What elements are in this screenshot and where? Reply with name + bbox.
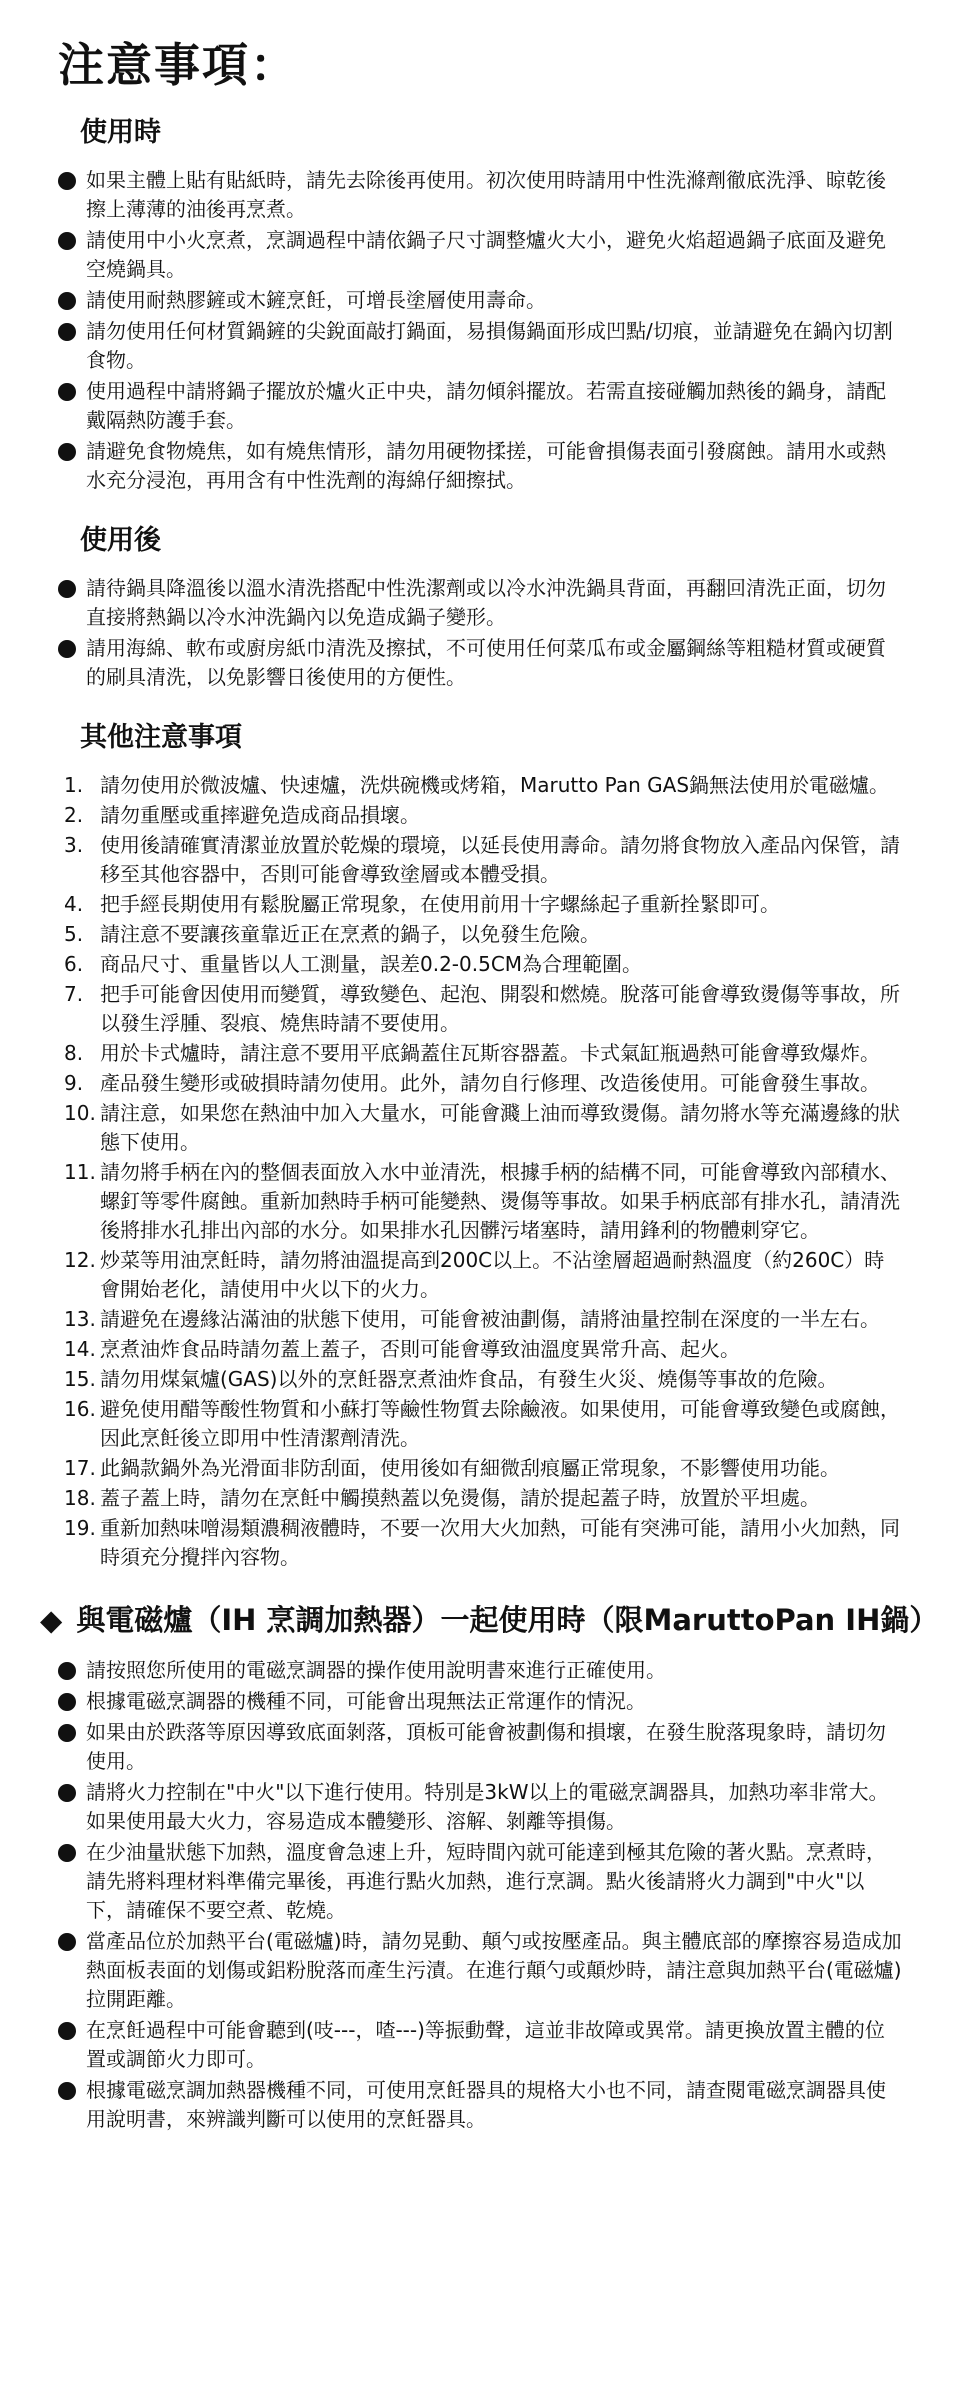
numbered-item-text: 重新加熱味噌湯類濃稠液體時，不要一次用大火加熱，可能有突沸可能，請用小火加熱，同時須充分攪拌內容物。 [100, 1516, 900, 1570]
bullet-dot-icon [58, 2082, 76, 2100]
other-notes-list [58, 771, 902, 1572]
numbered-item [58, 1484, 902, 1513]
list-item-text: 請使用中小火烹煮，烹調過程中請依鍋子尺寸調整爐火大小，避免火焰超過鍋子底面及避免空燒鍋具。 [86, 228, 886, 282]
list-item-text: 根據電磁烹調器的機種不同，可能會出現無法正常運作的情況。 [86, 1689, 646, 1714]
during-use-list [58, 166, 902, 495]
numbered-item [58, 890, 902, 919]
list-item-text: 請避免食物燒焦，如有燒焦情形，請勿用硬物揉搓，可能會損傷表面引發腐蝕。請用水或熱水充分浸泡，再用含有中性洗劑的海綿仔細擦拭。 [86, 439, 886, 493]
numbered-item-text: 避免使用醋等酸性物質和小蘇打等鹼性物質去除鹼液。如果使用，可能會導致變色或腐蝕，因此烹飪後立即用中性清潔劑清洗。 [100, 1397, 900, 1451]
numbered-item [58, 1039, 902, 1068]
list-item [58, 1718, 902, 1776]
numbered-item-text: 請勿將手柄在內的整個表面放入水中並清洗，根據手柄的結構不同，可能會導致內部積水、螺釘等零件腐蝕。重新加熱時手柄可能變熱、燙傷等事故。如果手柄底部有排水孔，請清洗後將排水孔排出內部的水分。如果排水孔因髒污堵塞時，請用鋒利的物體刺穿它。 [100, 1160, 900, 1243]
list-item [58, 2076, 902, 2134]
list-item [58, 286, 902, 315]
bullet-dot-icon [58, 323, 76, 341]
list-item-text: 請用海綿、軟布或廚房紙巾清洗及擦拭，不可使用任何菜瓜布或金屬鋼絲等粗糙材質或硬質的刷具清洗，以免影響日後使用的方便性。 [86, 636, 886, 690]
bullet-dot-icon [58, 292, 76, 310]
bullet-dot-icon [58, 1662, 76, 1680]
item-number: 17. [64, 1456, 96, 1481]
list-item-text: 請勿使用任何材質鍋鏟的尖銳面敲打鍋面，易損傷鍋面形成凹點/切痕，並請避免在鍋內切割食物。 [86, 319, 893, 373]
after-use-list [58, 574, 902, 692]
list-item [58, 1778, 902, 1836]
list-item-text: 根據電磁烹調加熱器機種不同，可使用烹飪器具的規格大小也不同，請查閱電磁烹調器具使用說明書，來辨識判斷可以使用的烹飪器具。 [86, 2078, 886, 2132]
numbered-item-text: 把手可能會因使用而變質，導致變色、起泡、開裂和燃燒。脫落可能會導致燙傷等事故，所以發生浮腫、裂痕、燒焦時請不要使用。 [100, 982, 900, 1036]
numbered-item [58, 950, 902, 979]
numbered-item [58, 771, 902, 800]
numbered-item-text: 產品發生變形或破損時請勿使用。此外，請勿自行修理、改造後使用。可能會發生事故。 [100, 1071, 880, 1096]
numbered-item-text: 請勿用煤氣爐(GAS)以外的烹飪器烹煮油炸食品，有發生火災、燒傷等事故的危險。 [100, 1367, 838, 1392]
numbered-item [58, 980, 902, 1038]
list-item-text: 請待鍋具降溫後以溫水清洗搭配中性洗潔劑或以冷水沖洗鍋具背面，再翻回清洗正面，切勿直接將熱鍋以冷水沖洗鍋內以免造成鍋子變形。 [86, 576, 886, 630]
numbered-item [58, 1099, 902, 1157]
list-item-text: 使用過程中請將鍋子擺放於爐火正中央，請勿傾斜擺放。若需直接碰觸加熱後的鍋身，請配戴隔熱防護手套。 [86, 379, 886, 433]
numbered-item-text: 烹煮油炸食品時請勿蓋上蓋子，否則可能會導致油溫度異常升高、起火。 [100, 1337, 740, 1362]
bullet-dot-icon [58, 1784, 76, 1802]
item-number: 9. [64, 1071, 84, 1096]
numbered-item [58, 1395, 902, 1453]
numbered-item-text: 此鍋款鍋外為光滑面非防刮面，使用後如有細微刮痕屬正常現象，不影響使用功能。 [100, 1456, 840, 1481]
list-item [58, 166, 902, 224]
item-number: 5. [64, 922, 84, 947]
numbered-item-text: 請勿使用於微波爐、快速爐，洗烘碗機或烤箱，Marutto Pan GAS鍋無法使用於電磁爐。 [100, 773, 890, 798]
list-item [58, 634, 902, 692]
item-number: 14. [64, 1337, 96, 1362]
bullet-dot-icon [58, 383, 76, 401]
bullet-dot-icon [58, 2022, 76, 2040]
item-number: 12. [64, 1248, 96, 1273]
numbered-item [58, 801, 902, 830]
numbered-item-text: 請避免在邊緣沾滿油的狀態下使用，可能會被油劃傷，請將油量控制在深度的一半左右。 [100, 1307, 880, 1332]
item-number: 6. [64, 952, 84, 977]
numbered-item-text: 使用後請確實清潔並放置於乾燥的環境，以延長使用壽命。請勿將食物放入產品內保管，請移至其他容器中，否則可能會導致塗層或本體受損。 [100, 833, 900, 887]
item-number: 8. [64, 1041, 84, 1066]
item-number: 3. [64, 833, 84, 858]
list-item [58, 377, 902, 435]
item-number: 1. [64, 773, 84, 798]
bullet-dot-icon [58, 640, 76, 658]
ih-notes-list [58, 1656, 902, 2134]
diamond-icon: ◆ [40, 1603, 63, 1638]
list-item-text: 在烹飪過程中可能會聽到(吱---，喳---)等振動聲，這並非故障或異常。請更換放置主體的位置或調節火力即可。 [86, 2018, 885, 2072]
bullet-dot-icon [58, 232, 76, 250]
list-item-text: 在少油量狀態下加熱，溫度會急速上升，短時間內就可能達到極其危險的著火點。烹煮時，請先將料理材料準備完畢後，再進行點火加熱，進行烹調。點火後請將火力調到"中火"以下，請確保不要空煮、乾燒。 [86, 1840, 886, 1923]
list-item [58, 317, 902, 375]
numbered-item [58, 1514, 902, 1572]
numbered-item [58, 1305, 902, 1334]
numbered-item [58, 1335, 902, 1364]
numbered-item-text: 請注意不要讓孩童靠近正在烹煮的鍋子，以免發生危險。 [100, 922, 600, 947]
numbered-item [58, 920, 902, 949]
item-number: 7. [64, 982, 84, 1007]
item-number: 13. [64, 1307, 96, 1332]
item-number: 15. [64, 1367, 96, 1392]
section-heading-other-notes: 其他注意事項 [80, 722, 242, 754]
list-item-text: 請將火力控制在"中火"以下進行使用。特別是3kW以上的電磁烹調器具，加熱功率非常大。如果使用最大火力，容易造成本體變形、溶解、剝離等損傷。 [86, 1780, 889, 1834]
bullet-dot-icon [58, 1933, 76, 1951]
page-title: 注意事項： [58, 38, 298, 92]
numbered-item-text: 蓋子蓋上時，請勿在烹飪中觸摸熱蓋以免燙傷，請於提起蓋子時，放置於平坦處。 [100, 1486, 820, 1511]
list-item-text: 如果主體上貼有貼紙時，請先去除後再使用。初次使用時請用中性洗滌劑徹底洗淨、晾乾後擦上薄薄的油後再烹煮。 [86, 168, 886, 222]
section-heading-ih [40, 1602, 939, 1640]
list-item [58, 2016, 902, 2074]
list-item [58, 437, 902, 495]
item-number: 2. [64, 803, 84, 828]
item-number: 18. [64, 1486, 96, 1511]
bullet-dot-icon [58, 1724, 76, 1742]
list-item-text: 當產品位於加熱平台(電磁爐)時，請勿晃動、顛勺或按壓產品。與主體底部的摩擦容易造成加熱面板表面的划傷或鋁粉脫落而產生污漬。在進行顛勺或顛炒時，請注意與加熱平台(電磁爐)拉開距離。 [86, 1929, 902, 2012]
numbered-item [58, 831, 902, 889]
numbered-item [58, 1246, 902, 1304]
list-item [58, 226, 902, 284]
section-heading-during-use: 使用時 [80, 117, 161, 149]
ih-heading-text: 與電磁爐（IH 烹調加熱器）一起使用時（限MaruttoPan IH鍋） [76, 1603, 939, 1638]
numbered-item [58, 1454, 902, 1483]
item-number: 19. [64, 1516, 96, 1541]
numbered-item-text: 炒菜等用油烹飪時，請勿將油溫提高到200C以上。不沾塗層超過耐熱溫度（約260C）時會開始老化，請使用中火以下的火力。 [100, 1248, 885, 1302]
list-item-text: 如果由於跌落等原因導致底面剝落，頂板可能會被劃傷和損壞，在發生脫落現象時，請切勿使用。 [86, 1720, 886, 1774]
list-item-text: 請使用耐熱膠鏟或木鏟烹飪，可增長塗層使用壽命。 [86, 288, 546, 313]
item-number: 10. [64, 1101, 96, 1126]
bullet-dot-icon [58, 443, 76, 461]
numbered-item-text: 用於卡式爐時，請注意不要用平底鍋蓋住瓦斯容器蓋。卡式氣缸瓶過熱可能會導致爆炸。 [100, 1041, 880, 1066]
bullet-dot-icon [58, 172, 76, 190]
numbered-item [58, 1069, 902, 1098]
list-item [58, 1687, 902, 1716]
numbered-item-text: 商品尺寸、重量皆以人工測量，誤差0.2-0.5CM為合理範圍。 [100, 952, 643, 977]
section-heading-after-use: 使用後 [80, 525, 161, 557]
list-item [58, 1927, 902, 2014]
item-number: 16. [64, 1397, 96, 1422]
item-number: 4. [64, 892, 84, 917]
bullet-dot-icon [58, 580, 76, 598]
numbered-item-text: 請勿重壓或重摔避免造成商品損壞。 [100, 803, 420, 828]
list-item [58, 1656, 902, 1685]
bullet-dot-icon [58, 1693, 76, 1711]
bullet-dot-icon [58, 1844, 76, 1862]
numbered-item [58, 1158, 902, 1245]
numbered-item [58, 1365, 902, 1394]
numbered-item-text: 請注意，如果您在熱油中加入大量水，可能會濺上油而導致燙傷。請勿將水等充滿邊緣的狀態下使用。 [100, 1101, 900, 1155]
numbered-item-text: 把手經長期使用有鬆脫屬正常現象，在使用前用十字螺絲起子重新拴緊即可。 [100, 892, 780, 917]
list-item-text: 請按照您所使用的電磁烹調器的操作使用說明書來進行正確使用。 [86, 1658, 666, 1683]
list-item [58, 1838, 902, 1925]
list-item [58, 574, 902, 632]
item-number: 11. [64, 1160, 96, 1185]
